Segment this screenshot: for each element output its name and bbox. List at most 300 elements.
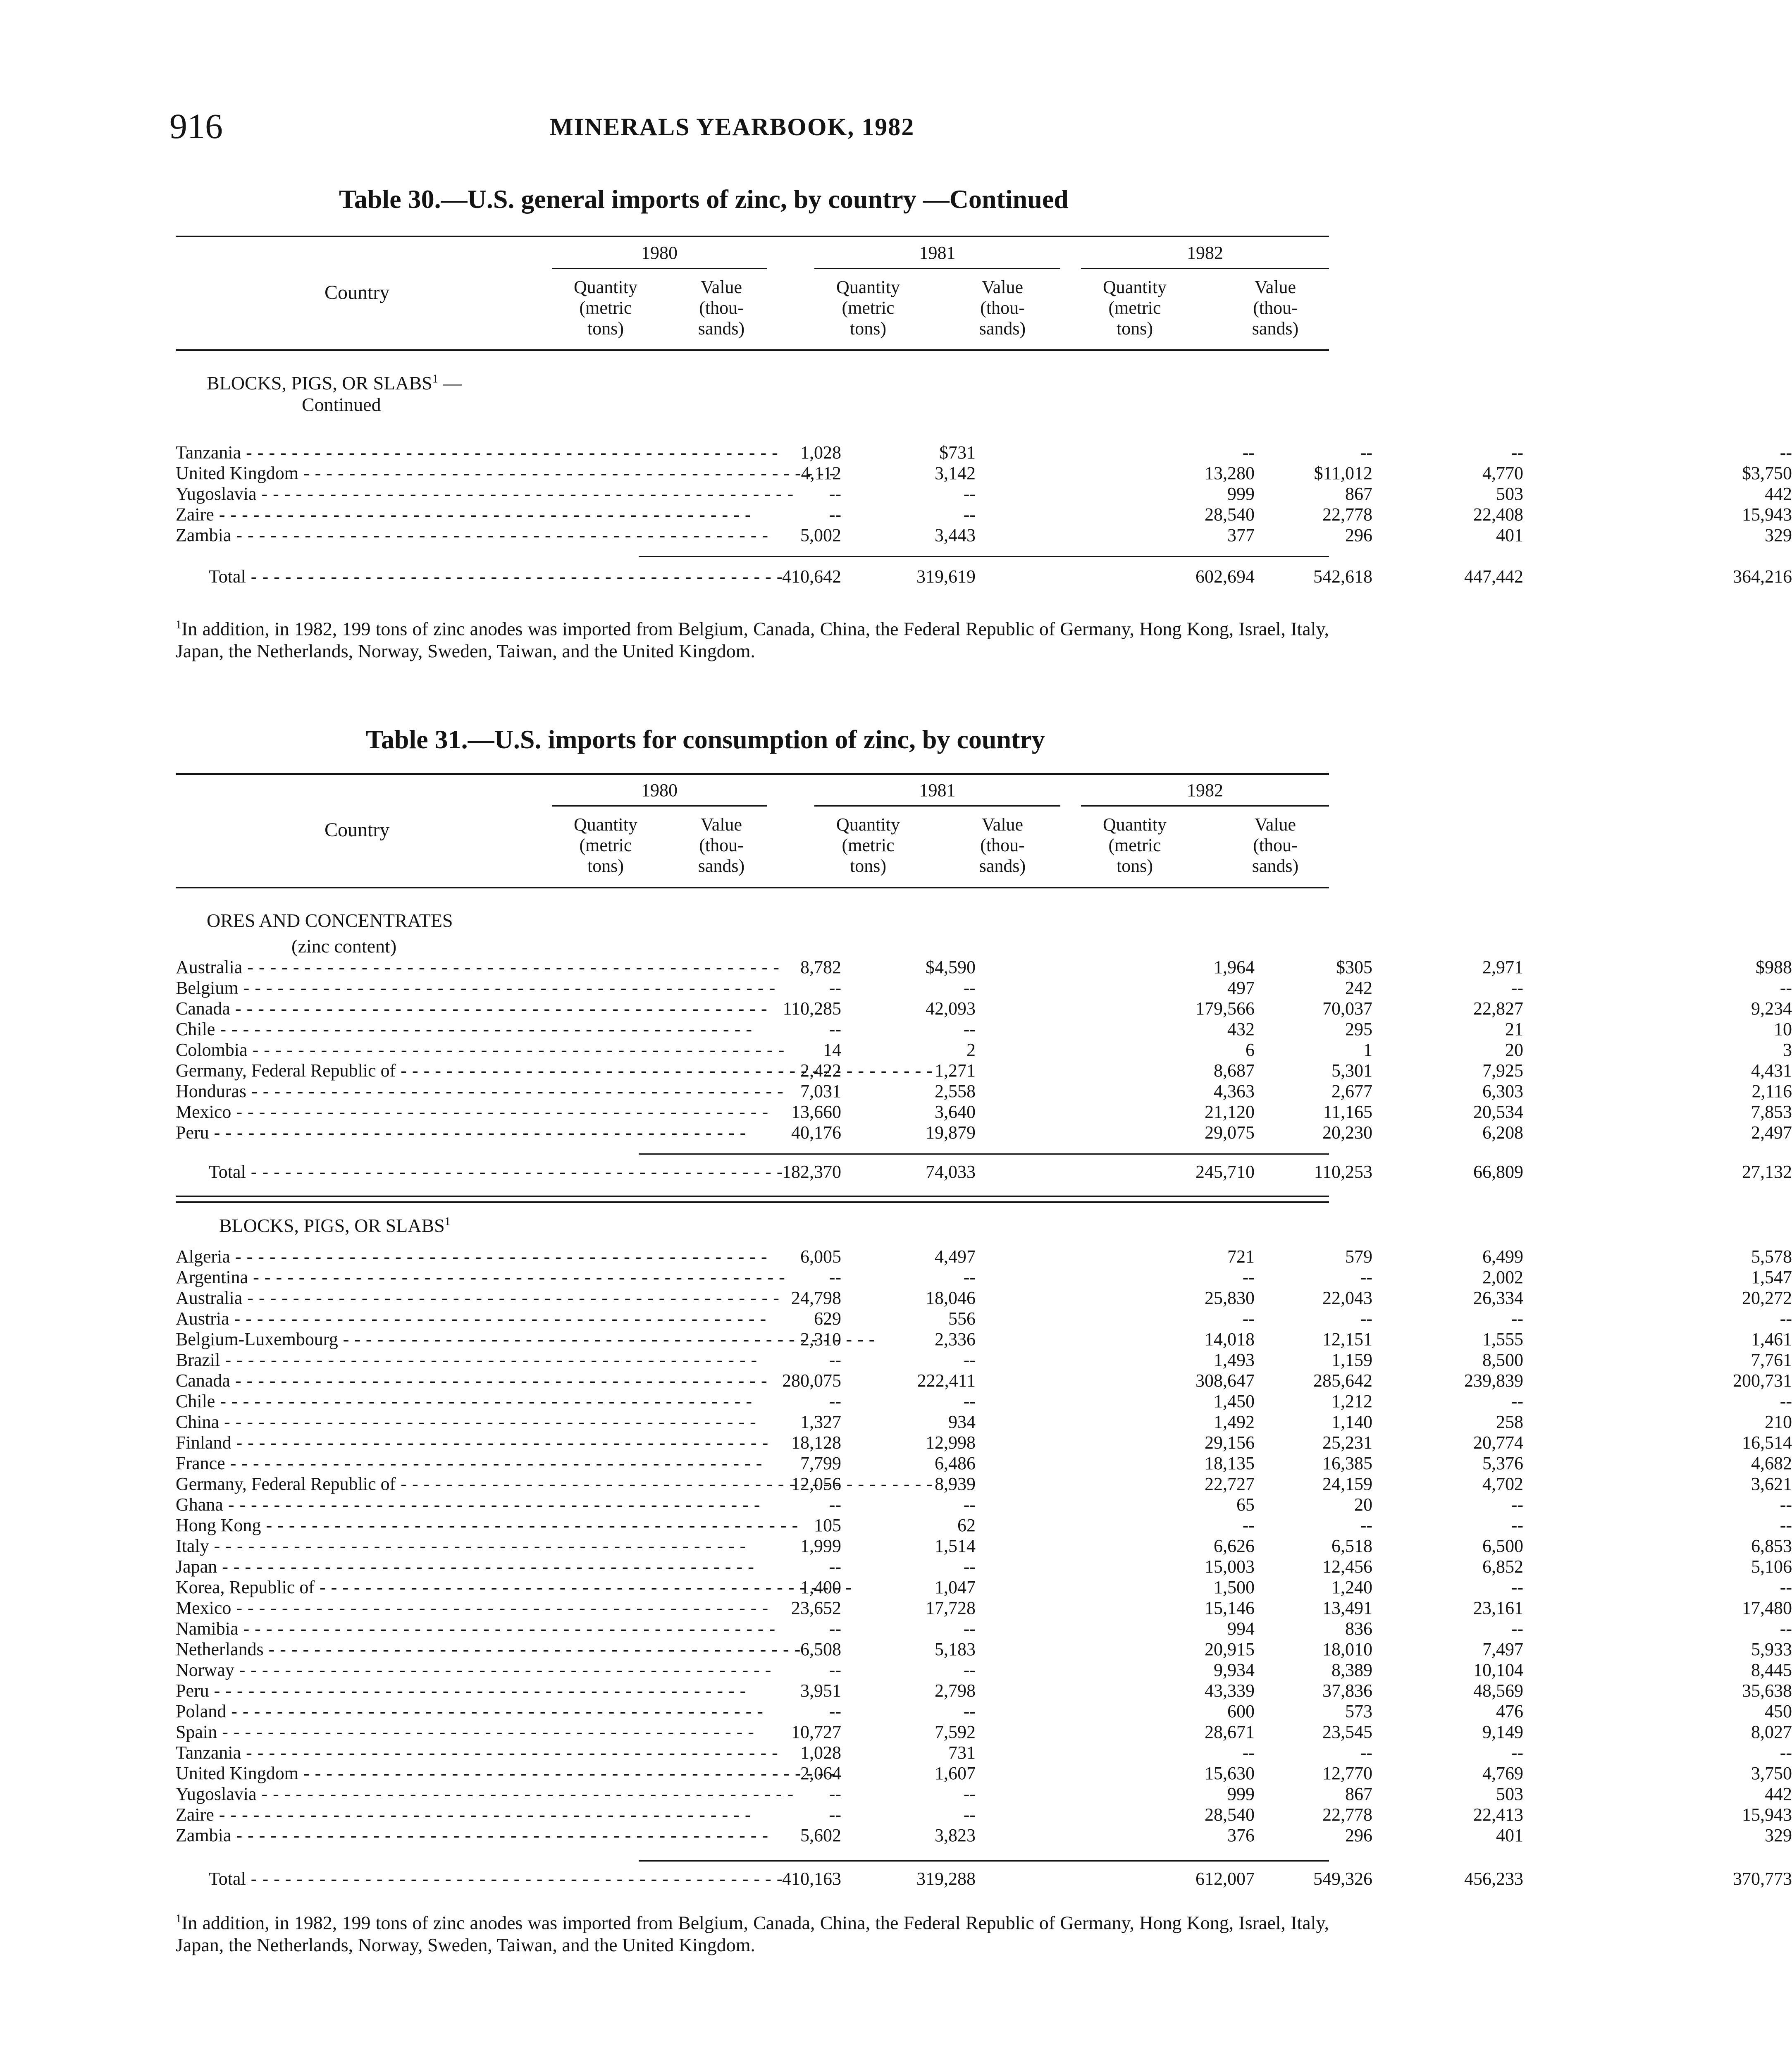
cell-value: $11,012: [1314, 463, 1372, 483]
subtotal-rule: [639, 1860, 1329, 1862]
cell-value: --: [1511, 1515, 1523, 1535]
cell-value: 239,839: [1464, 1370, 1523, 1391]
cell-value: 4,431: [1751, 1060, 1792, 1081]
cell-value: $305: [1336, 957, 1372, 977]
cell-value: --: [829, 1267, 841, 1287]
cell-value: 2: [966, 1040, 976, 1060]
table30-section-subtitle: Continued: [302, 394, 381, 415]
cell-value: 442: [1765, 1784, 1792, 1804]
cell-value: 280,075: [782, 1370, 841, 1391]
cell-value: 934: [948, 1412, 976, 1432]
cell-value: 600: [1227, 1701, 1255, 1721]
table-row: [176, 1122, 1792, 1143]
table-row: [176, 1019, 1792, 1040]
table30-year-1980: 1980: [641, 243, 678, 263]
cell-value: 62: [957, 1515, 976, 1535]
cell-value: --: [963, 1660, 976, 1680]
table31-colhead: Value (thou- sands): [698, 814, 745, 876]
cell-value: --: [1511, 442, 1523, 463]
table-row: [176, 1453, 1792, 1474]
table-row: [176, 1267, 1792, 1288]
cell-value: 20,534: [1473, 1102, 1523, 1122]
cell-value: 29,075: [1205, 1122, 1255, 1143]
total-value: 410,642: [782, 566, 841, 587]
cell-value: 5,002: [800, 525, 841, 545]
cell-value: 6: [1246, 1040, 1255, 1060]
cell-value: 1,500: [1214, 1577, 1255, 1597]
cell-value: --: [963, 1267, 976, 1287]
cell-value: 1,964: [1214, 957, 1255, 977]
table-row: [176, 525, 1792, 546]
cell-value: --: [1242, 1515, 1255, 1535]
country-name: Belgium-Luxembourg - - -: [176, 1329, 527, 1350]
cell-value: 22,727: [1205, 1474, 1255, 1494]
cell-value: --: [829, 1618, 841, 1639]
cell-value: 210: [1765, 1412, 1792, 1432]
cell-value: 476: [1496, 1701, 1523, 1721]
cell-value: 296: [1345, 525, 1372, 545]
table30-year-1982: 1982: [1187, 243, 1223, 263]
cell-value: --: [1780, 1618, 1792, 1639]
country-name: Namibia - - -: [176, 1618, 527, 1639]
table31-colhead: Quantity (metric tons): [836, 814, 900, 876]
table-row: [176, 1081, 1792, 1102]
table-row: [176, 1680, 1792, 1701]
cell-value: 5,301: [1331, 1060, 1372, 1081]
table30-top-rule: [176, 236, 1329, 237]
cell-value: --: [1780, 1742, 1792, 1763]
cell-value: 200,731: [1733, 1370, 1792, 1391]
cell-value: 1,514: [935, 1536, 976, 1556]
cell-value: 6,499: [1482, 1246, 1523, 1267]
cell-value: 5,106: [1751, 1556, 1792, 1577]
cell-value: 6,508: [800, 1639, 841, 1659]
cell-value: 329: [1765, 1825, 1792, 1845]
table-row: [176, 1288, 1792, 1308]
total-value: 370,773: [1733, 1869, 1792, 1889]
cell-value: 867: [1345, 1784, 1372, 1804]
cell-value: 2,677: [1331, 1081, 1372, 1101]
cell-value: 308,647: [1195, 1370, 1255, 1391]
cell-value: 12,998: [926, 1432, 976, 1453]
cell-value: --: [1780, 1494, 1792, 1515]
total-label: Total - - -: [209, 1869, 560, 1889]
total-value: 110,253: [1314, 1162, 1372, 1182]
cell-value: --: [1511, 1577, 1523, 1597]
cell-value: 242: [1345, 978, 1372, 998]
cell-value: 999: [1227, 484, 1255, 504]
table31-blocks-title: BLOCKS, PIGS, OR SLABS$^1$: [219, 1215, 451, 1236]
cell-value: 40,176: [791, 1122, 841, 1143]
cell-value: --: [1780, 442, 1792, 463]
cell-value: 8,939: [935, 1474, 976, 1494]
table30-colhead: Quantity (metric tons): [574, 277, 637, 339]
country-name: China - - -: [176, 1412, 527, 1432]
cell-value: 23,161: [1473, 1598, 1523, 1618]
country-name: France - - -: [176, 1453, 527, 1474]
cell-value: 4,769: [1482, 1763, 1523, 1783]
cell-value: $3,750: [1742, 463, 1792, 483]
country-name: Tanzania - - -: [176, 1742, 527, 1763]
cell-value: 8,027: [1751, 1722, 1792, 1742]
table30-title: Table 30.—U.S. general imports of zinc, by country —Continued: [339, 184, 1069, 214]
table31-colhead: Value (thou- sands): [979, 814, 1026, 876]
cell-value: 994: [1227, 1618, 1255, 1639]
table30-year-rule-1981: [814, 268, 1060, 269]
cell-value: 497: [1227, 978, 1255, 998]
cell-value: 28,540: [1205, 1804, 1255, 1825]
cell-value: 1,047: [935, 1577, 976, 1597]
running-head: MINERALS YEARBOOK, 1982: [550, 113, 915, 141]
table-row: [176, 1825, 1792, 1846]
table31-year-rule-1981: [814, 805, 1060, 807]
table31-year-rule-1980: [552, 805, 767, 807]
cell-value: --: [1511, 1308, 1523, 1329]
cell-value: 4,497: [935, 1246, 976, 1267]
cell-value: 26,334: [1473, 1288, 1523, 1308]
country-name: Algeria - - -: [176, 1246, 527, 1267]
cell-value: 1,999: [800, 1536, 841, 1556]
cell-value: 442: [1765, 484, 1792, 504]
cell-value: 1,450: [1214, 1391, 1255, 1411]
cell-value: 21,120: [1205, 1102, 1255, 1122]
table-row: [176, 1639, 1792, 1660]
cell-value: 23,652: [791, 1598, 841, 1618]
country-name: Japan - - -: [176, 1556, 527, 1577]
total-value: 74,033: [926, 1162, 976, 1182]
cell-value: 8,687: [1214, 1060, 1255, 1081]
cell-value: 17,480: [1742, 1598, 1792, 1618]
cell-value: 11,165: [1323, 1102, 1372, 1122]
cell-value: 18,010: [1322, 1639, 1372, 1659]
cell-value: 450: [1765, 1701, 1792, 1721]
table31-colhead: Quantity (metric tons): [574, 814, 637, 876]
cell-value: --: [829, 1660, 841, 1680]
total-value: 542,618: [1313, 566, 1372, 587]
total-value: 612,007: [1195, 1869, 1255, 1889]
country-name: Australia - - -: [176, 1288, 527, 1308]
table30-country-header: Country: [325, 282, 390, 303]
total-value: 456,233: [1464, 1869, 1523, 1889]
table-row: [176, 1618, 1792, 1639]
cell-value: 6,486: [935, 1453, 976, 1473]
cell-value: 10,727: [791, 1722, 841, 1742]
cell-value: --: [1242, 1267, 1255, 1287]
cell-value: 28,540: [1205, 504, 1255, 525]
total-value: 602,694: [1195, 566, 1255, 587]
cell-value: 7,031: [800, 1081, 841, 1101]
cell-value: 1,555: [1482, 1329, 1523, 1349]
cell-value: 19,879: [926, 1122, 976, 1143]
country-name: Italy - - -: [176, 1536, 527, 1556]
table-row: [176, 1246, 1792, 1267]
cell-value: --: [1242, 1742, 1255, 1763]
table30-colhead: Value (thou- sands): [979, 277, 1026, 339]
cell-value: 1,240: [1331, 1577, 1372, 1597]
table31-country-header: Country: [325, 819, 390, 841]
cell-value: --: [963, 504, 976, 525]
cell-value: 836: [1345, 1618, 1372, 1639]
cell-value: 629: [814, 1308, 841, 1329]
cell-value: 731: [948, 1742, 976, 1763]
country-name: Poland - - -: [176, 1701, 527, 1722]
cell-value: 15,943: [1742, 1804, 1792, 1825]
cell-value: --: [963, 1391, 976, 1411]
cell-value: --: [829, 1804, 841, 1825]
cell-value: --: [1511, 1742, 1523, 1763]
cell-value: 3,823: [935, 1825, 976, 1845]
cell-value: 179,566: [1195, 998, 1255, 1019]
cell-value: --: [1511, 1494, 1523, 1515]
table30: [176, 236, 1792, 649]
table-row: [176, 998, 1792, 1019]
table31-colhead: Value (thou- sands): [1252, 814, 1299, 876]
cell-value: 4,112: [801, 463, 841, 483]
cell-value: 3,951: [800, 1680, 841, 1701]
cell-value: 17,728: [926, 1598, 976, 1618]
cell-value: 296: [1345, 1825, 1372, 1845]
country-name: United Kingdom - - -: [176, 463, 527, 484]
cell-value: 13,491: [1322, 1598, 1372, 1618]
cell-value: 42,093: [926, 998, 976, 1019]
table30-footnote: $^1$In addition, in 1982, 199 tons of zinc anodes was imported from Belgium, Canada, China, the Federal Republic of Germany, Hong Kong, Israel, Italy, Japan, the Netherlands, Norway, Sweden, Taiwan, and the United Kingdom.: [176, 618, 1329, 662]
cell-value: $4,590: [926, 957, 976, 977]
table31-top-rule: [176, 773, 1329, 775]
cell-value: --: [963, 1804, 976, 1825]
cell-value: 7,853: [1751, 1102, 1792, 1122]
cell-value: 1,140: [1331, 1412, 1372, 1432]
country-name: Canada - - -: [176, 998, 527, 1019]
cell-value: --: [829, 1494, 841, 1515]
cell-value: 20: [1354, 1494, 1372, 1515]
table-row: [176, 1556, 1792, 1577]
cell-value: 6,852: [1482, 1556, 1523, 1577]
cell-value: $731: [939, 442, 976, 463]
table30-colhead: Value (thou- sands): [1252, 277, 1299, 339]
country-name: Tanzania - - -: [176, 442, 527, 463]
cell-value: 999: [1227, 1784, 1255, 1804]
table31-ores-subtitle: (zinc content): [291, 936, 397, 957]
cell-value: 1,493: [1214, 1350, 1255, 1370]
country-name: Germany, Federal Republic of - - -: [176, 1474, 527, 1494]
table31-ores-title: ORES AND CONCENTRATES: [207, 910, 453, 931]
cell-value: 1,028: [800, 1742, 841, 1763]
cell-value: 5,376: [1482, 1453, 1523, 1473]
table30-year-rule-1980: [552, 268, 767, 269]
cell-value: 6,303: [1482, 1081, 1523, 1101]
country-name: Peru - - -: [176, 1122, 527, 1143]
table-row: [176, 1391, 1792, 1412]
page-header: [0, 105, 1409, 151]
country-name: Chile - - -: [176, 1019, 527, 1040]
cell-value: 16,514: [1742, 1432, 1792, 1453]
cell-value: 5,578: [1751, 1246, 1792, 1267]
table-row: [176, 1474, 1792, 1494]
table-row: [176, 1494, 1792, 1515]
cell-value: 10: [1774, 1019, 1792, 1039]
cell-value: 3,621: [1751, 1474, 1792, 1494]
cell-value: 20,915: [1205, 1639, 1255, 1659]
cell-value: 43,339: [1205, 1680, 1255, 1701]
cell-value: 867: [1345, 484, 1372, 504]
total-value: 447,442: [1464, 566, 1523, 587]
table31-footnote: $^1$In addition, in 1982, 199 tons of zinc anodes was imported from Belgium, Canada, China, the Federal Republic of Germany, Hong Kong, Israel, Italy, Japan, the Netherlands, Norway, Sweden, Taiwan, and the United Kingdom.: [176, 1912, 1329, 1956]
cell-value: --: [1780, 1391, 1792, 1411]
country-name: Zaire - - -: [176, 504, 527, 525]
cell-value: 8,782: [800, 957, 841, 977]
country-name: Chile - - -: [176, 1391, 527, 1412]
cell-value: --: [1360, 1267, 1372, 1287]
total-value: 364,216: [1733, 566, 1792, 587]
cell-value: 15,146: [1205, 1598, 1255, 1618]
cell-value: --: [1360, 1742, 1372, 1763]
cell-value: 285,642: [1313, 1370, 1372, 1391]
cell-value: 9,934: [1214, 1660, 1255, 1680]
cell-value: --: [829, 978, 841, 998]
cell-value: 2,558: [935, 1081, 976, 1101]
country-name: Colombia - - -: [176, 1040, 527, 1060]
cell-value: 12,770: [1322, 1763, 1372, 1783]
cell-value: 556: [948, 1308, 976, 1329]
country-name: Austria - - -: [176, 1308, 527, 1329]
cell-value: 1,547: [1751, 1267, 1792, 1287]
cell-value: 22,778: [1322, 504, 1372, 525]
cell-value: 376: [1227, 1825, 1255, 1845]
cell-value: 25,830: [1205, 1288, 1255, 1308]
total-row: [176, 1869, 1792, 1889]
country-name: Hong Kong - - -: [176, 1515, 527, 1536]
cell-value: 579: [1345, 1246, 1372, 1267]
cell-value: --: [1780, 1577, 1792, 1597]
cell-value: 329: [1765, 525, 1792, 545]
country-name: Germany, Federal Republic of - - -: [176, 1060, 527, 1081]
cell-value: --: [963, 1618, 976, 1639]
table-row: [176, 1722, 1792, 1742]
cell-value: --: [1780, 978, 1792, 998]
table-row: [176, 1432, 1792, 1453]
table-row: [176, 442, 1792, 463]
cell-value: 721: [1227, 1246, 1255, 1267]
cell-value: 20,774: [1473, 1432, 1523, 1453]
cell-value: 15,630: [1205, 1763, 1255, 1783]
cell-value: 5,183: [935, 1639, 976, 1659]
total-value: 245,710: [1195, 1162, 1255, 1182]
table31-header-rule: [176, 887, 1329, 888]
cell-value: 7,592: [935, 1722, 976, 1742]
table-row: [176, 1060, 1792, 1081]
cell-value: 7,497: [1482, 1639, 1523, 1659]
table-row: [176, 463, 1792, 484]
cell-value: 432: [1227, 1019, 1255, 1039]
cell-value: --: [963, 1350, 976, 1370]
cell-value: 12,056: [791, 1474, 841, 1494]
cell-value: --: [1511, 978, 1523, 998]
cell-value: 20,272: [1742, 1288, 1792, 1308]
cell-value: 7,799: [800, 1453, 841, 1473]
country-name: Honduras - - -: [176, 1081, 527, 1102]
country-name: United Kingdom - - -: [176, 1763, 527, 1784]
country-name: Zambia - - -: [176, 525, 527, 546]
cell-value: 15,003: [1205, 1556, 1255, 1577]
cell-value: 1: [1363, 1040, 1372, 1060]
cell-value: 1,492: [1214, 1412, 1255, 1432]
subtotal-rule: [639, 1153, 1329, 1155]
cell-value: 14,018: [1205, 1329, 1255, 1349]
country-name: Zaire - - -: [176, 1804, 527, 1825]
table-row: [176, 978, 1792, 998]
cell-value: 18,128: [791, 1432, 841, 1453]
table-row: [176, 504, 1792, 525]
country-name: Mexico - - -: [176, 1102, 527, 1122]
table30-colhead: Value (thou- sands): [698, 277, 745, 339]
cell-value: --: [1780, 1515, 1792, 1535]
cell-value: 35,638: [1742, 1680, 1792, 1701]
table-row: [176, 1370, 1792, 1391]
table31-year-rule-1982: [1081, 805, 1329, 807]
cell-value: 3,443: [935, 525, 976, 545]
cell-value: --: [963, 1701, 976, 1721]
total-value: 66,809: [1473, 1162, 1523, 1182]
table30-header-rule: [176, 349, 1329, 351]
cell-value: 2,002: [1482, 1267, 1523, 1287]
cell-value: $988: [1756, 957, 1792, 977]
cell-value: 29,156: [1205, 1432, 1255, 1453]
total-row: [176, 566, 1792, 587]
cell-value: 4,363: [1214, 1081, 1255, 1101]
cell-value: 12,456: [1322, 1556, 1372, 1577]
table-row: [176, 1102, 1792, 1122]
cell-value: --: [829, 1556, 841, 1577]
table31-year-1980: 1980: [641, 780, 678, 800]
country-name: Norway - - -: [176, 1660, 527, 1680]
cell-value: --: [829, 1350, 841, 1370]
cell-value: 1,400: [800, 1577, 841, 1597]
cell-value: 7,925: [1482, 1060, 1523, 1081]
table-row: [176, 1515, 1792, 1536]
country-name: Yugoslavia - - -: [176, 484, 527, 504]
cell-value: 20: [1505, 1040, 1523, 1060]
cell-value: 4,770: [1482, 463, 1523, 483]
cell-value: --: [963, 1019, 976, 1039]
cell-value: 401: [1496, 1825, 1523, 1845]
cell-value: --: [1511, 1391, 1523, 1411]
cell-value: 22,408: [1473, 504, 1523, 525]
cell-value: 2,971: [1482, 957, 1523, 977]
cell-value: --: [829, 504, 841, 525]
cell-value: --: [963, 1494, 976, 1515]
table31: [176, 773, 1792, 1931]
cell-value: 401: [1496, 525, 1523, 545]
table-row: [176, 1784, 1792, 1804]
cell-value: 295: [1345, 1019, 1372, 1039]
cell-value: 22,778: [1322, 1804, 1372, 1825]
cell-value: --: [1780, 1308, 1792, 1329]
cell-value: 15,943: [1742, 504, 1792, 525]
cell-value: --: [963, 484, 976, 504]
cell-value: 2,064: [800, 1763, 841, 1783]
cell-value: 9,149: [1482, 1722, 1523, 1742]
table-row: [176, 1660, 1792, 1680]
page-number: 916: [169, 106, 223, 146]
cell-value: 6,626: [1214, 1536, 1255, 1556]
country-name: Korea, Republic of - - -: [176, 1577, 527, 1598]
cell-value: 65: [1236, 1494, 1255, 1515]
cell-value: --: [1360, 442, 1372, 463]
cell-value: 1,212: [1331, 1391, 1372, 1411]
cell-value: 105: [814, 1515, 841, 1535]
cell-value: 18,135: [1205, 1453, 1255, 1473]
cell-value: 6,518: [1331, 1536, 1372, 1556]
